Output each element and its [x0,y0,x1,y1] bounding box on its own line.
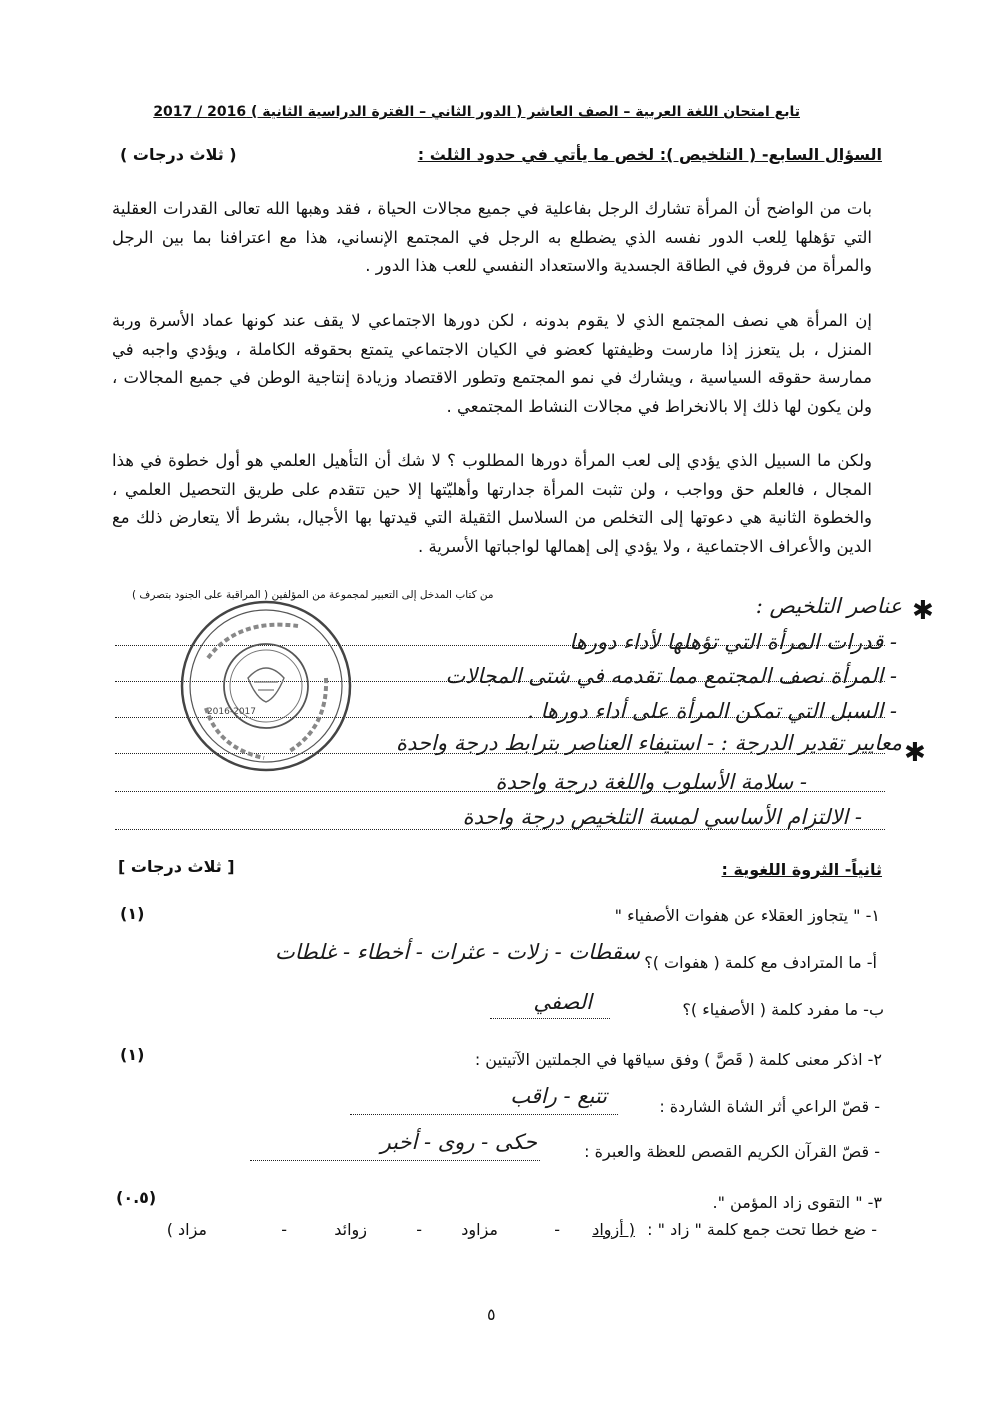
answer-line-4: - السبل التي تمكن المرأة على أداء دورها . [527,699,897,723]
q7-score: ( ثلاث درجات ) [120,145,237,164]
lex-q2-score: (١) [120,1045,145,1064]
lex-q3-prompt: ٣- " التقوى زاد المؤمن ". [712,1193,882,1212]
official-stamp-icon [178,598,354,774]
lex-q2-line1-answer: تتبع - راقب [510,1084,607,1108]
asterisk-icon: ✱ [912,596,934,626]
option-separator: - [416,1220,422,1239]
lex-q1a-answer: سقطات - زلات - عثرات - أخطاء - غلطات [275,940,640,964]
exam-header: تابع امتحان اللغة العربية – الصف العاشر ( الدور الثاني – الفترة الدراسية الثانية ) 2016 / 2017 [153,104,800,120]
lex-q2-line2-label: - قصّ القرآن الكريم القصص للعظة والعبرة : [584,1142,880,1161]
lexicon-score: [ ثلاث درجات ] [118,857,235,876]
lex-q2-line1-label: - قصّ الراعي أثر الشاة الشاردة : [659,1097,880,1116]
lex-q3-instruction: - ضع خطا تحت جمع كلمة " زاد " : [647,1220,877,1239]
answer-line-7: - الالتزام الأساسي لمسة التلخيص درجة واحدة [462,805,862,829]
lexicon-title-text: ثانياً- الثروة اللغوية : [721,860,882,879]
lex-q1-prompt: ١- " يتجاوز العقلاء عن هفوات الأصفياء " [614,906,880,925]
lexicon-title [722,860,882,879]
answer-line [490,1018,610,1019]
answer-line [115,829,885,830]
lex-q2-prompt: ٢- اذكر معنى كلمة ( قَصَّ ) وفق سياقها في الجملتين الآتيتين : [474,1050,882,1069]
answer-line-2: - قدرات المرأة التي تؤهلها لأداء دورها [569,630,897,654]
q7-source: من كتاب المدخل إلى التعبير لمجموعة من المؤلفين ( المراقبة على الجنود بتصرف ) [132,589,494,601]
answer-line [350,1114,618,1115]
lex-q1b-answer: الصفي [533,990,592,1014]
answer-line-1: عناصر التلخيص : [755,594,902,618]
asterisk-icon: ✱ [904,738,926,768]
q7-paragraph-3: ولكن ما السبيل الذي يؤدي إلى لعب المرأة دورها المطلوب ؟ لا شك أن التأهيل العلمي هو أول خطوة في هذا المجال ، فالعلم حق وواجب ، ولن تثبت المرأة جدارتها وأهليّتها إلا حين تتقدم على طريق التحصيل العلمي ، والخطوة الثانية هي دعوتها إلى التخلص من السلاسل الثقيلة التي قيدتها بها الأجيال، بشرط ألا يتعارض ذلك مع الدين والأعراف الاجتماعية ، ولا يؤدي إلى إهمالها لواجباتها الأسرية . [112,451,872,556]
stamp-year: 2016-2017 [206,707,256,717]
option-separator: - [554,1220,560,1239]
lex-q1b-label: ب- ما مفرد كلمة ( الأصفياء )؟ [682,1000,884,1019]
q7-title [418,145,882,164]
lex-q3-option-2: مزاود [461,1220,498,1239]
q7-paragraph-2: إن المرأة هي نصف المجتمع الذي لا يقوم بدونه ، لكن دورها الاجتماعي لا يقف عند كونها عماد الأسرة وربة المنزل ، بل يتعزز إذا مارست وظيفتها كعضو في الكيان الاجتماعي يتمتع بحقوقه الكاملة ، ويؤدي واجبه في ممارسة حقوقه السياسية ، ويشارك في نمو المجتمع وتطور الاقتصاد وزيادة إنتاجية الوطن في جميع المجالات ، ولن يكون لها ذلك إلا بالانخراط في مجالات النشاط المجتمعي . [112,311,872,416]
option-separator: - [281,1220,287,1239]
answer-line-6: - سلامة الأسلوب واللغة درجة واحدة [495,770,807,794]
lex-q3-option-4: مزاد ) [166,1220,207,1239]
lex-q3-score: (٠.٥) [116,1188,157,1207]
lex-q2-line2-answer: حكى - روى - أخبر [380,1130,537,1154]
q7-title-text: السؤال السابع- ( التلخيص ): لخص ما يأتي في حدود الثلث : [417,145,882,164]
q7-paragraph-1: بات من الواضح أن المرأة تشارك الرجل بفاعلية في جميع مجالات الحياة ، فقد وهبها الله تعالى القدرات العقلية التي تؤهلها لِلعب الدور نفسه الذي يضطلع به الرجل في المجتمع الإنساني، هذا مع اعترافنا بما بين الرجل والمرأة من فروق في الطاقة الجسدية والاستعداد النفسي للعب هذا الدور . [112,199,872,275]
answer-line-5: معايير تقدير الدرجة : - استيفاء العناصر بترابط درجة واحدة [396,731,902,755]
lex-q1-score: (١) [120,904,145,923]
lex-q3-option-3: زوائد [334,1220,367,1239]
lex-q3-option-1: ( أزواد [592,1220,635,1239]
page-number: ٥ [487,1305,496,1324]
answer-line-3: - المرأة نصف المجتمع مما تقدمه في شتى المجالات [445,664,897,688]
answer-line [250,1160,540,1161]
lex-q1a-label: أ- ما المترادف مع كلمة ( هفوات )؟ [644,953,877,972]
